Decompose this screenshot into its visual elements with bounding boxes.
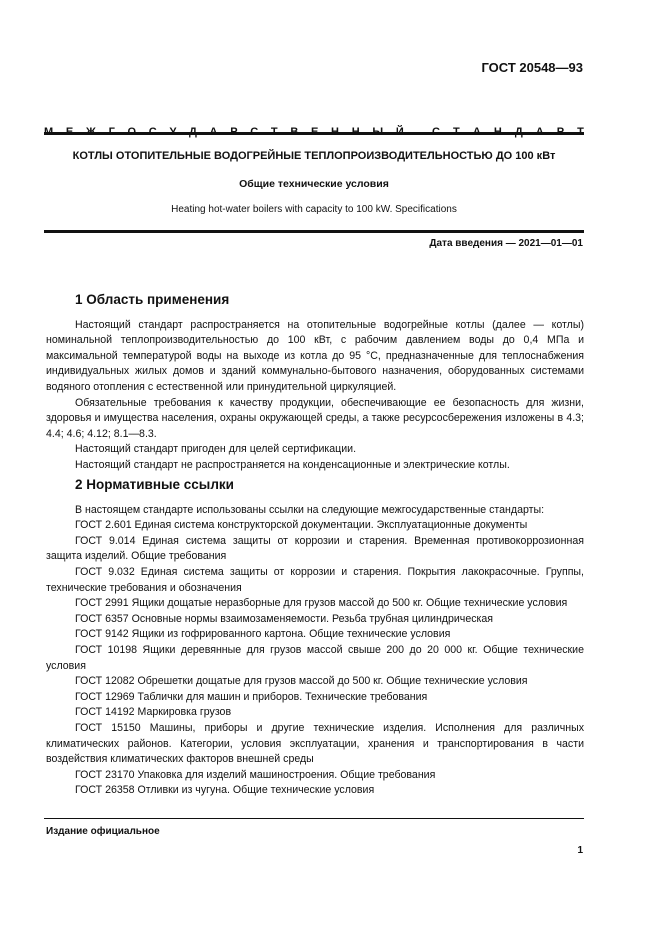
reference-item: ГОСТ 15150 Машины, приборы и другие технические изделия. Исполнения для различных климатических районов. Категории, условия эксплуатации, хранения и транспортирования в части воздействия климатических факторов внешней среды xyxy=(46,721,584,766)
reference-item: ГОСТ 14192 Маркировка грузов xyxy=(75,706,232,719)
introduction-date: Дата введения — 2021—01—01 xyxy=(429,238,583,249)
reference-item: ГОСТ 12969 Таблички для машин и приборов. Технические требования xyxy=(75,690,428,703)
reference-item: ГОСТ 12082 Обрешетки дощатые для грузов массой до 500 кг. Общие технические условия xyxy=(75,675,528,688)
paragraph: Настоящий стандарт пригоден для целей сертификации. xyxy=(75,443,357,456)
standard-subtitle: Общие технические условия xyxy=(239,178,389,190)
header-divider xyxy=(44,132,584,135)
reference-item: ГОСТ 2.601 Единая система конструкторской документации. Эксплуатационные документы xyxy=(75,519,528,532)
standard-title: КОТЛЫ ОТОПИТЕЛЬНЫЕ ВОДОГРЕЙНЫЕ ТЕПЛОПРОИЗВОДИТЕЛЬНОСТЬЮ ДО 100 кВт xyxy=(72,150,556,162)
reference-item: ГОСТ 9.014 Единая система защиты от коррозии и старения. Временная противокоррозионная защита изделий. Общие требования xyxy=(46,534,584,563)
reference-item: ГОСТ 26358 Отливки из чугуна. Общие технические условия xyxy=(75,784,375,797)
paragraph: Обязательные требования к качеству продукции, обеспечивающие ее безопасность для жизни, здоровья и имущества населения, охраны окружающей среды, а также ресурсосбережения изложены в 4.3; 4.4; 4.6; 4.12; 8.1—8.3. xyxy=(46,396,584,440)
reference-item: ГОСТ 9142 Ящики из гофрированного картона. Общие технические условия xyxy=(75,628,451,641)
title-divider xyxy=(44,230,584,233)
paragraph: Настоящий стандарт не распространяется на конденсационные и электрические котлы. xyxy=(75,458,510,471)
footer-divider xyxy=(44,818,584,819)
reference-item: ГОСТ 23170 Упаковка для изделий машиностроения. Общие требования xyxy=(75,768,436,781)
section-heading: 2 Нормативные ссылки xyxy=(75,477,234,492)
reference-item: ГОСТ 9.032 Единая система защиты от коррозии и старения. Покрытия лакокрасочные. Группы, технические требования и обозначения xyxy=(46,565,584,594)
english-title: Heating hot-water boilers with capacity to 100 kW. Specifications xyxy=(171,204,457,215)
section-scope xyxy=(46,292,584,474)
paragraph: Настоящий стандарт распространяется на отопительные водогрейные котлы (далее — котлы) номинальной теплопроизводительностью до 100 кВт, с рабочим давлением воды до 0,4 МПа и максимальной температурой воды на выходе из котла до 95 °С, предназначенные для теплоснабжения индивидуальных жилых домов и зданий коммунально-бытового назначения, оборудованных системами водяного отопления с естественной или принудительной циркуляцией. xyxy=(46,318,584,393)
reference-item: ГОСТ 2991 Ящики дощатые неразборные для грузов массой до 500 кг. Общие технические условия xyxy=(75,597,568,610)
page-number: 1 xyxy=(577,845,583,856)
reference-item: ГОСТ 10198 Ящики деревянные для грузов массой свыше 200 до 20 000 кг. Общие технические условия xyxy=(46,643,584,672)
section-normative-references xyxy=(46,477,584,799)
paragraph: В настоящем стандарте использованы ссылки на следующие межгосударственные стандарты: xyxy=(75,503,545,516)
document-number: ГОСТ 20548—93 xyxy=(481,60,583,75)
section-heading: 1 Область применения xyxy=(75,292,230,307)
reference-item: ГОСТ 6357 Основные нормы взаимозаменяемости. Резьба трубная цилиндрическая xyxy=(75,612,494,625)
official-edition-note: Издание официальное xyxy=(46,826,160,837)
